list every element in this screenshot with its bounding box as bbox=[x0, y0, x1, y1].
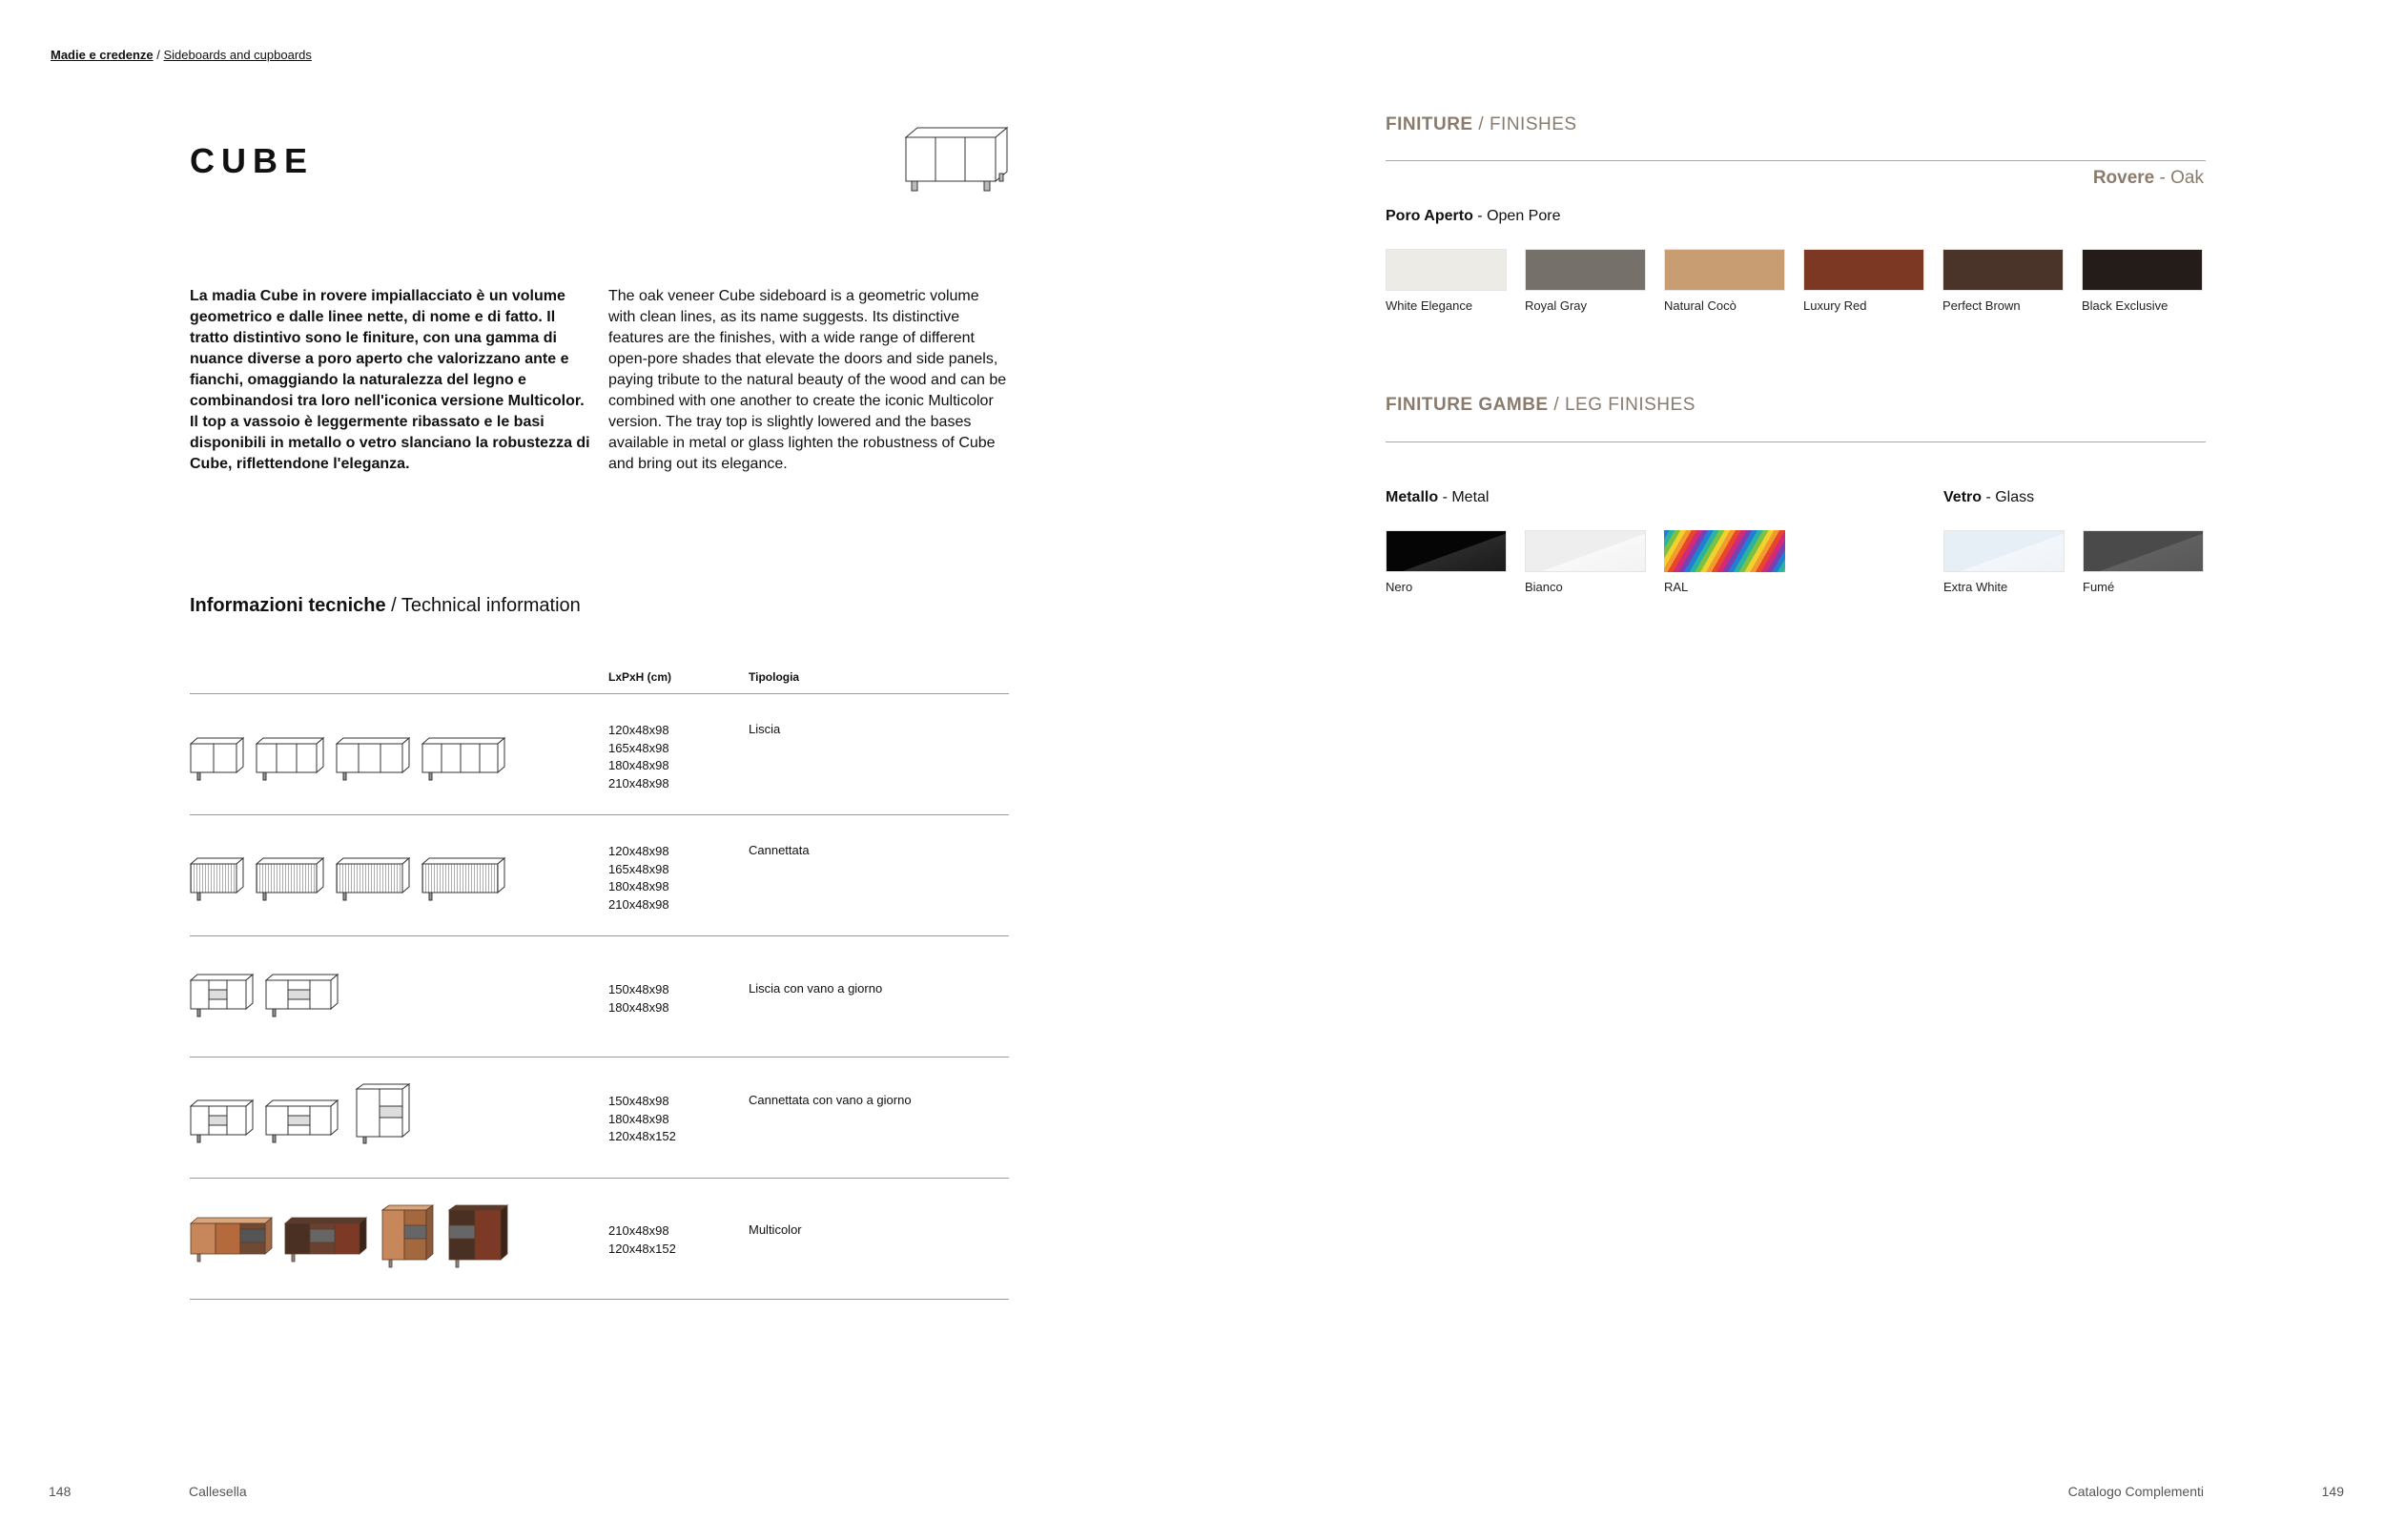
leg-finishes-title: FINITURE GAMBE / LEG FINISHES bbox=[1386, 395, 1696, 415]
sideboard-drawing-icon bbox=[904, 124, 1009, 193]
swatch-extra-white[interactable] bbox=[1943, 530, 2065, 572]
swatch-label: RAL bbox=[1664, 580, 1689, 594]
swatch-label: Fumé bbox=[2083, 580, 2115, 594]
footer-catalog: Catalogo Complementi bbox=[2067, 1484, 2204, 1499]
description-italian: La madia Cube in rovere impiallacciato è un volume geometrico e dalle linee nette, di nome e di fatto. Il tratto distintivo sono le finiture, con una gamma di nuance diverse a poro aperto che valorizzano ante e fianchi, omaggiando la naturalezza del legno e combinandosi tra loro nell'iconica versione Multicolor. Il top a vassoio è leggermente ribassato e le basi disponibili in metallo o vetro slanciano la robustezza di Cube, riflettendone l'eleganza. bbox=[190, 288, 590, 472]
swatch-bianco[interactable] bbox=[1525, 530, 1646, 572]
swatch-label: Luxury Red bbox=[1803, 298, 1867, 313]
sideboard-thumbnails bbox=[190, 854, 514, 907]
technical-title-sep: / bbox=[385, 595, 401, 616]
swatch-label: Perfect Brown bbox=[1942, 298, 2021, 313]
sideboard-open-compartment-icon bbox=[190, 971, 352, 1018]
finishes-divider bbox=[1386, 160, 2206, 161]
row-sizes: 120x48x98 165x48x98 180x48x98 210x48x98 bbox=[608, 723, 669, 791]
technical-info-title bbox=[190, 595, 581, 617]
row-type: Cannettata con vano a giorno bbox=[749, 1093, 912, 1107]
table-divider bbox=[190, 1299, 1009, 1300]
breadcrumb-main-link[interactable]: Madie e credenze bbox=[51, 48, 154, 62]
swatch-label: White Elegance bbox=[1386, 298, 1473, 313]
glass-title: Vetro - Glass bbox=[1943, 489, 2035, 505]
product-title: CUBE bbox=[190, 141, 315, 180]
swatch-label: Black Exclusive bbox=[2082, 298, 2168, 313]
table-divider bbox=[190, 693, 1009, 694]
swatch-black-exclusive[interactable] bbox=[2082, 249, 2203, 291]
swatch-luxury-red[interactable] bbox=[1803, 249, 1924, 291]
row-type: Liscia con vano a giorno bbox=[749, 981, 883, 996]
swatch-label: Nero bbox=[1386, 580, 1413, 594]
breadcrumb-separator: / bbox=[153, 48, 164, 62]
description-english: The oak veneer Cube sideboard is a geometric volume with clean lines, as its name suggests. Its distinctive features are the finishes, with a wide range of different open-pore shades that elevate the doors and side panels, paying tribute to the natural beauty of the wood and can be combined with one another to create the iconic Multicolor version. The tray top is slightly lowered and the bases available in metal or glass lighten the robustness of Cube and bring out its elegance. bbox=[608, 288, 1007, 472]
sideboard-thumbnails bbox=[190, 971, 352, 1023]
swatch-label: Natural Cocò bbox=[1664, 298, 1737, 313]
table-divider bbox=[190, 814, 1009, 815]
row-sizes: 150x48x98 180x48x98 bbox=[608, 982, 669, 1015]
page-number-right: 149 bbox=[2321, 1484, 2344, 1499]
breadcrumb bbox=[51, 48, 312, 62]
leg-finishes-divider bbox=[1386, 441, 2206, 442]
wood-type-label: Rovere - Oak bbox=[2092, 168, 2204, 188]
column-header-size: LxPxH (cm) bbox=[608, 670, 672, 684]
row-sizes: 150x48x98 180x48x98 120x48x152 bbox=[608, 1094, 676, 1143]
breadcrumb-sub-link[interactable]: Sideboards and cupboards bbox=[163, 48, 312, 62]
sideboard-fluted-icon bbox=[190, 854, 514, 902]
finishes-title: FINITURE / FINISHES bbox=[1386, 114, 1577, 134]
row-sizes: 120x48x98 165x48x98 180x48x98 210x48x98 bbox=[608, 844, 669, 912]
column-header-type: Tipologia bbox=[749, 670, 800, 684]
swatch-label: Extra White bbox=[1943, 580, 2008, 594]
row-type: Multicolor bbox=[749, 1222, 802, 1237]
sideboard-fluted-open-icon bbox=[190, 1083, 419, 1144]
technical-title-it: Informazioni tecniche bbox=[190, 595, 386, 616]
swatch-natural-coco[interactable] bbox=[1664, 249, 1785, 291]
swatch-ral[interactable] bbox=[1664, 530, 1785, 572]
page-number-left: 148 bbox=[49, 1484, 72, 1499]
open-pore-title: Poro Aperto - Open Pore bbox=[1386, 208, 1561, 224]
swatch-white-elegance[interactable] bbox=[1386, 249, 1507, 291]
swatch-nero[interactable] bbox=[1386, 530, 1507, 572]
sideboard-thumbnails bbox=[190, 1204, 514, 1274]
swatch-label: Royal Gray bbox=[1525, 298, 1588, 313]
footer-brand: Callesella bbox=[189, 1484, 247, 1499]
swatch-label: Bianco bbox=[1525, 580, 1563, 594]
sideboard-multicolor-icon bbox=[190, 1204, 514, 1269]
swatch-royal-gray[interactable] bbox=[1525, 249, 1646, 291]
swatch-perfect-brown[interactable] bbox=[1942, 249, 2064, 291]
table-divider bbox=[190, 1178, 1009, 1179]
row-type: Liscia bbox=[749, 722, 781, 736]
table-divider bbox=[190, 935, 1009, 936]
sideboard-smooth-icon bbox=[190, 734, 514, 782]
technical-title-en: Technical information bbox=[401, 595, 581, 616]
row-type: Cannettata bbox=[749, 843, 810, 857]
sideboard-thumbnails bbox=[190, 734, 514, 787]
metal-title: Metallo - Metal bbox=[1386, 489, 1490, 505]
swatch-fume[interactable] bbox=[2083, 530, 2204, 572]
row-sizes: 210x48x98 120x48x152 bbox=[608, 1223, 676, 1256]
sideboard-thumbnails bbox=[190, 1083, 419, 1149]
